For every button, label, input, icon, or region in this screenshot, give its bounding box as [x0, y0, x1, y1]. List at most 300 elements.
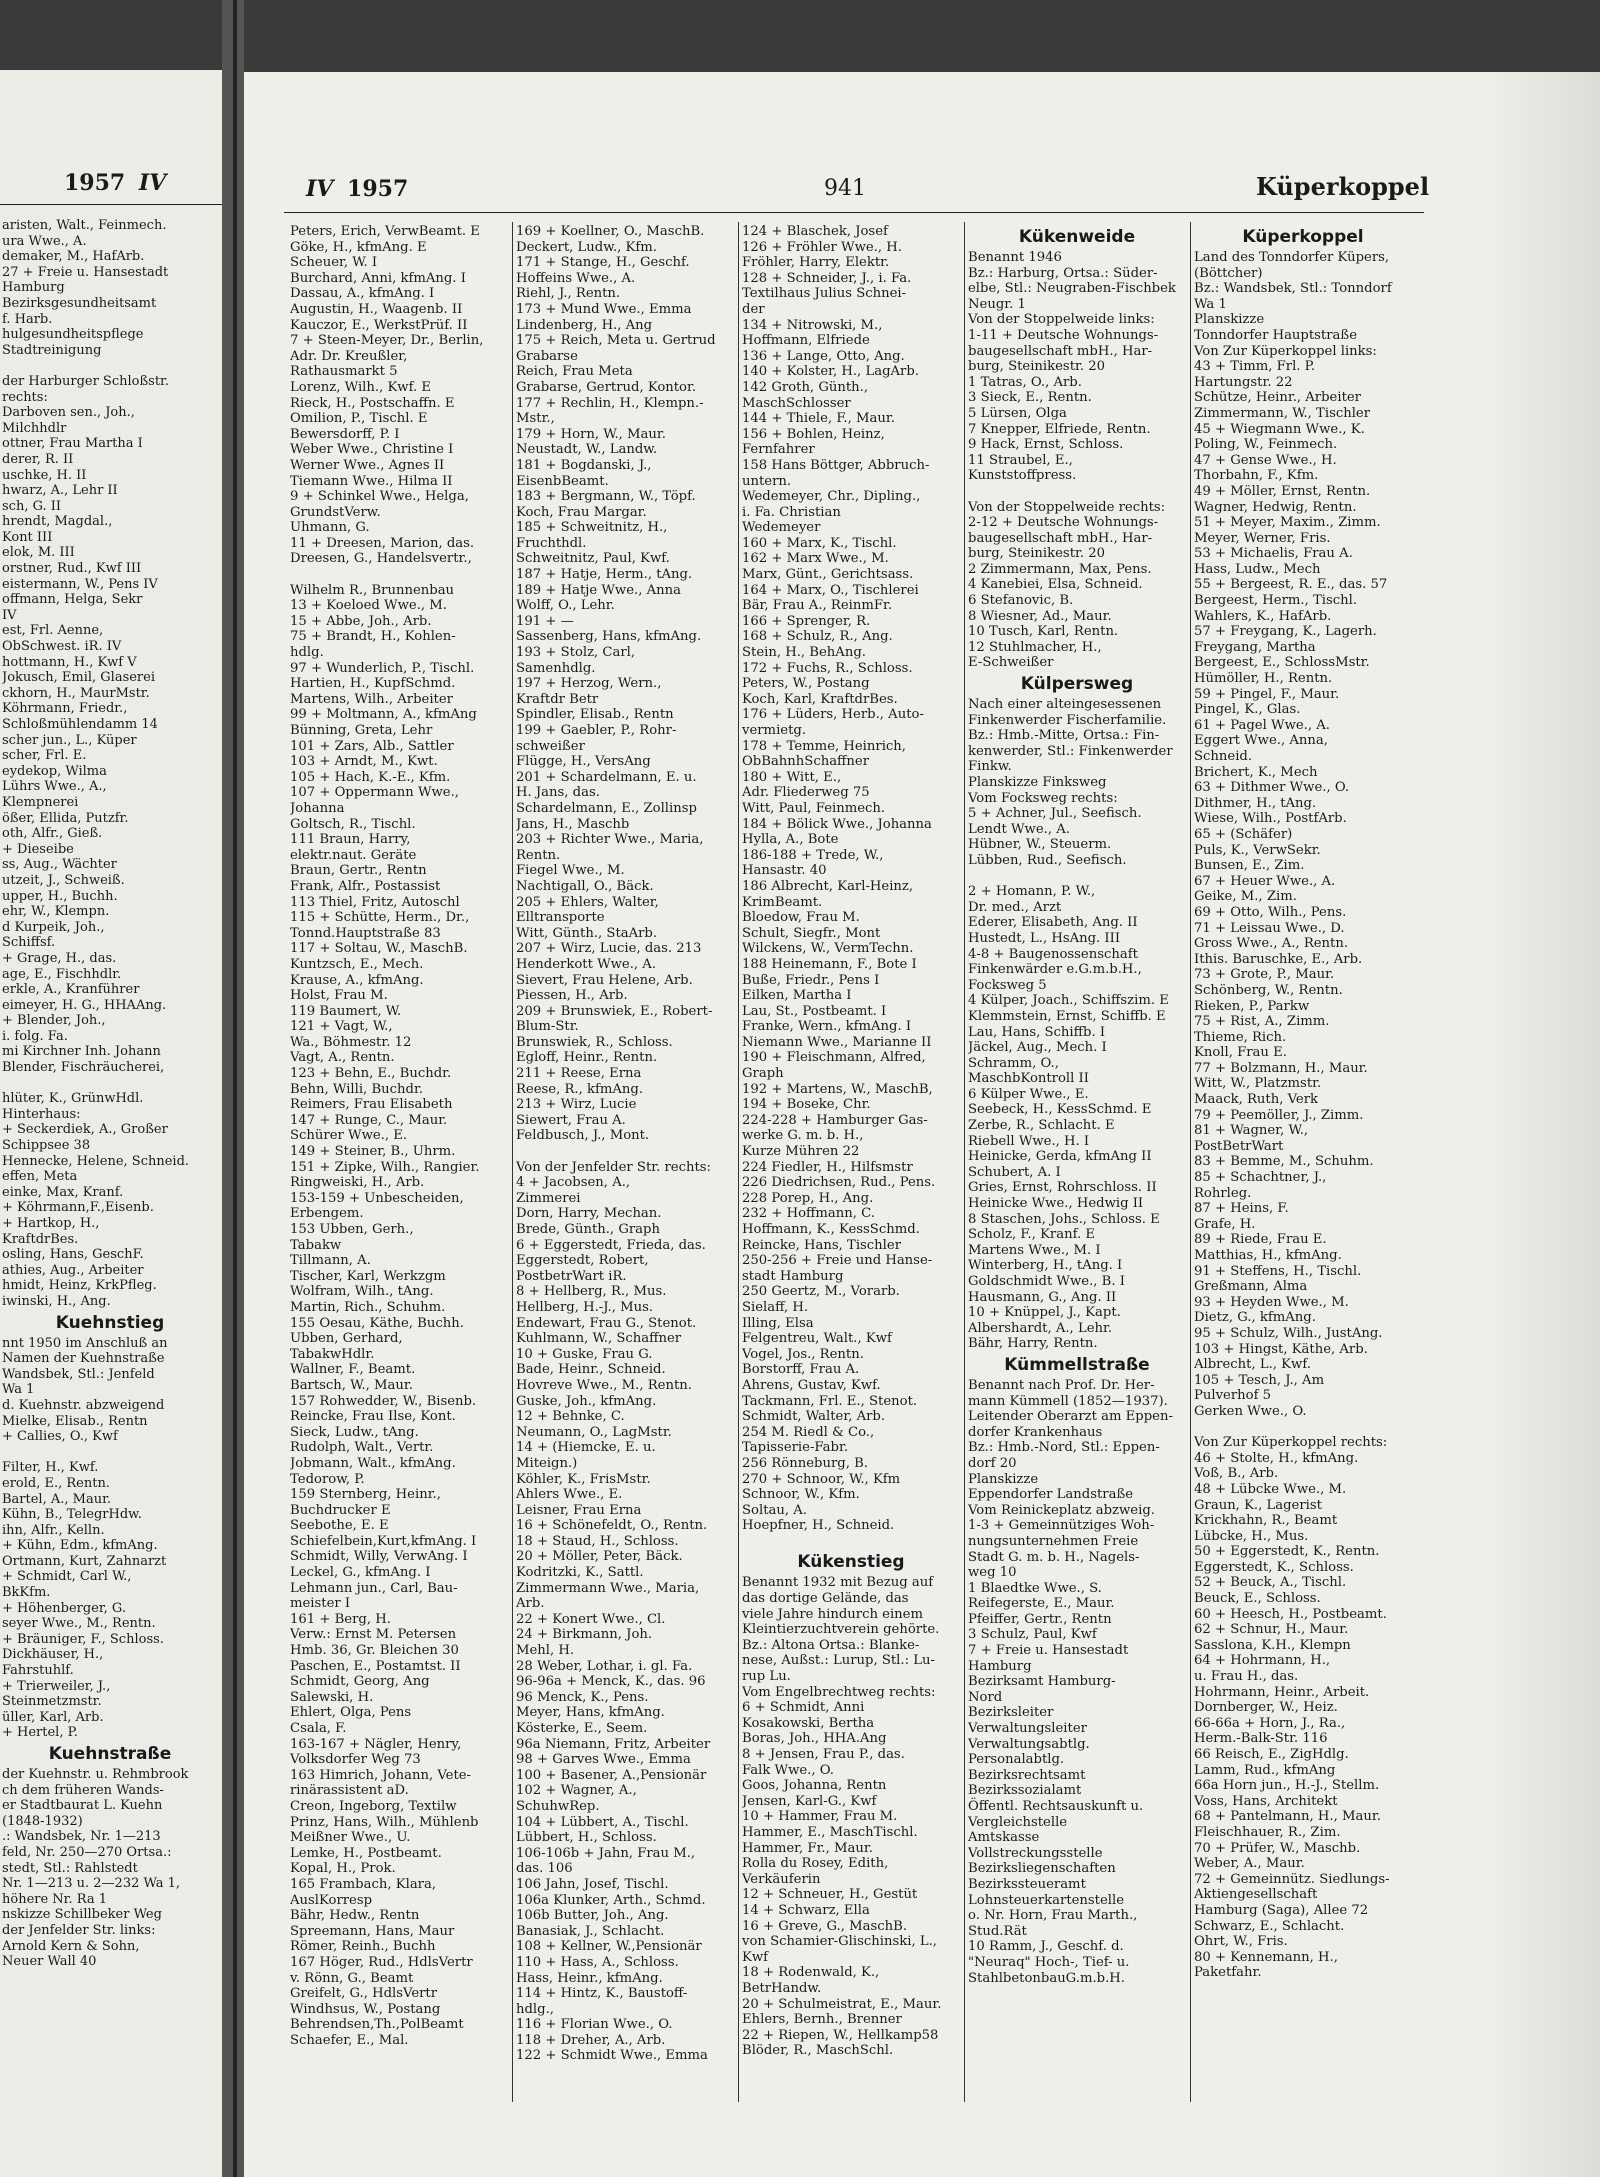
directory-entry: Rieck, H., Postschaffn. E: [290, 395, 455, 411]
directory-entry: 103 + Arndt, M., Kwt.: [290, 754, 438, 770]
directory-entry: Elltransporte: [516, 910, 605, 926]
directory-entry: Hellberg, H.-J., Mus.: [516, 1299, 654, 1315]
directory-entry: Kont III: [2, 529, 53, 545]
directory-entry: 22 + Konert Wwe., Cl.: [516, 1611, 666, 1627]
directory-entry: 162 + Marx Wwe., M.: [742, 551, 889, 567]
directory-entry: 5 Lürsen, Olga: [968, 405, 1067, 421]
directory-entry: rup Lu.: [742, 1669, 791, 1685]
directory-entry: Weber, A., Maur.: [1194, 1856, 1305, 1872]
directory-entry: 2 Zimmermann, Max, Pens.: [968, 561, 1152, 577]
directory-entry: 188 Heinemann, F., Bote I: [742, 956, 917, 972]
directory-entry: Schloßmühlendamm 14: [2, 717, 158, 732]
directory-entry: + Blender, Joh.,: [2, 1013, 106, 1029]
directory-entry: 136 + Lange, Otto, Ang.: [742, 348, 905, 364]
directory-entry: oth, Alfr., Gieß.: [2, 826, 103, 842]
directory-entry: 106 Jahn, Josef, Tischl.: [516, 1876, 669, 1892]
directory-entry: 95 + Schulz, Wilh., JustAng.: [1194, 1325, 1383, 1341]
directory-entry: Grabarse: [516, 348, 578, 364]
directory-entry: 55 + Bergeest, R. E., das. 57: [1194, 577, 1388, 593]
directory-entry: 49 + Möller, Ernst, Rentn.: [1194, 483, 1371, 499]
running-street-header: Küperkoppel: [1256, 172, 1430, 201]
directory-entry: 199 + Gaebler, P., Rohr-: [516, 723, 677, 738]
directory-entry: Gries, Ernst, Rohrschloss. II: [968, 1180, 1157, 1196]
directory-entry: Blender, Fischräucherei,: [2, 1060, 165, 1076]
directory-entry: Wallner, F., Beamt.: [290, 1362, 416, 1378]
directory-entry: 270 + Schnoor, W., Kfm: [742, 1471, 901, 1487]
directory-entry: 250 Geertz, M., Vorarb.: [742, 1284, 900, 1300]
directory-entry: Beuck, E., Schloss.: [1194, 1591, 1321, 1607]
directory-entry: Von der Stoppelweide links:: [968, 312, 1155, 328]
directory-entry: 256 Rönneburg, B.: [742, 1455, 868, 1471]
directory-entry: Hohrmann, Heinr., Arbeit.: [1194, 1684, 1370, 1700]
directory-entry: d. Kuehnstr. abzweigend: [2, 1397, 165, 1413]
directory-entry: 69 + Otto, Wilh., Pens.: [1194, 904, 1347, 920]
directory-entry: + Hertel, P.: [2, 1725, 78, 1741]
directory-entry: 226 Diedrichsen, Rud., Pens.: [742, 1175, 936, 1191]
directory-entry: 68 + Pantelmann, H., Maur.: [1194, 1809, 1381, 1825]
directory-entry: Bezirksliegenschaften: [968, 1861, 1116, 1877]
directory-entry: effen, Meta: [2, 1169, 78, 1185]
directory-entry: Tonndorfer Hauptstraße: [1194, 327, 1358, 343]
directory-entry: 24 + Birkmann, Joh.: [516, 1627, 653, 1643]
directory-entry: Amtskasse: [968, 1830, 1040, 1846]
directory-entry: Ehlert, Olga, Pens: [290, 1705, 412, 1721]
directory-entry: + Kühn, Edm., kfmAng.: [2, 1538, 158, 1554]
directory-entry: 175 + Reich, Meta u. Gertrud: [516, 333, 716, 349]
directory-entry: 197 + Herzog, Wern.,: [516, 676, 662, 692]
directory-entry: Heinicke Wwe., Hedwig II: [968, 1196, 1144, 1212]
directory-entry: Blum-Str.: [516, 1019, 579, 1035]
directory-entry: Hausmann, G., Ang. II: [968, 1289, 1117, 1305]
directory-entry: 164 + Marx, O., Tischlerei: [742, 582, 919, 598]
directory-entry: Kösterke, E., Seem.: [516, 1721, 648, 1736]
directory-entry: Sasslona, K.H., Klempn: [1194, 1637, 1351, 1653]
directory-entry: Schnoor, W., Kfm.: [742, 1487, 860, 1503]
directory-entry: 12 Stuhlmacher, H.,: [968, 639, 1102, 655]
directory-entry: 3 Sieck, E., Rentn.: [968, 390, 1092, 406]
directory-entry: 16 + Greve, G., MaschB.: [742, 1918, 908, 1934]
street-section-title: Kükenweide: [1018, 227, 1136, 247]
directory-entry: Tackmann, Frl. E., Stenot.: [742, 1393, 918, 1409]
directory-entry: Hinterhaus:: [2, 1106, 81, 1122]
directory-entry: "Neuraq" Hoch-, Tief- u.: [968, 1954, 1130, 1970]
directory-entry: Lau, Hans, Schiffb. I: [968, 1024, 1106, 1040]
directory-entry: [968, 869, 1186, 885]
directory-entry: Kraftdr Betr: [516, 691, 599, 707]
directory-entry: Voss, Hans, Architekt: [1194, 1793, 1338, 1809]
directory-entry: Franke, Wern., kfmAng. I: [742, 1019, 912, 1035]
directory-entry: 116 + Florian Wwe., O.: [516, 2017, 673, 2033]
directory-entry: 72 + Gemeinnütz. Siedlungs-: [1194, 1871, 1390, 1887]
directory-entry: Bünning, Greta, Lehr: [290, 723, 433, 738]
directory-entry: Wedemeyer, Chr., Dipling.,: [742, 489, 921, 505]
directory-entry: Volksdorfer Weg 73: [290, 1752, 421, 1768]
directory-entry: Maack, Ruth, Verk: [1194, 1092, 1318, 1108]
directory-entry: Von der Jenfelder Str. rechts:: [516, 1159, 711, 1175]
directory-entry: derer, R. II: [2, 451, 74, 467]
directory-entry: age, E., Fischhdlr.: [2, 966, 122, 982]
directory-entry: Lendt Wwe., A.: [968, 821, 1070, 837]
directory-entry: 224-228 + Hamburger Gas-: [742, 1112, 928, 1128]
directory-entry: Bewersdorff, P. I: [290, 426, 400, 442]
directory-entry: 161 + Berg, H.: [290, 1611, 391, 1627]
directory-entry: 211 + Reese, Erna: [516, 1066, 642, 1082]
directory-entry: i. folg. Fa.: [2, 1028, 68, 1044]
directory-entry: 106-106b + Jahn, Frau M.,: [516, 1845, 696, 1861]
directory-entry: Bz.: Harburg, Ortsa.: Süder-: [968, 265, 1158, 281]
directory-entry: Dithmer, H., tAng.: [1194, 795, 1317, 811]
directory-entry: burg, Steinikestr. 20: [968, 359, 1106, 375]
directory-entry: hdlg.: [290, 645, 324, 661]
directory-entry: 187 + Hatje, Herm., tAng.: [516, 567, 693, 583]
directory-entry: 71 + Leissau Wwe., D.: [1194, 920, 1345, 936]
directory-entry: + Trierweiler, J.,: [2, 1678, 111, 1694]
directory-entry: Finkenwerder Fischerfamilie.: [968, 712, 1167, 728]
directory-entry: sch, G. II: [2, 498, 62, 514]
directory-entry: 7 + Freie u. Hansestadt: [968, 1643, 1129, 1659]
directory-entry: Dietz, G., kfmAng.: [1194, 1310, 1316, 1326]
directory-entry: Ubben, Gerhard,: [290, 1331, 403, 1347]
directory-entry: ObSchwest. iR. IV: [2, 639, 122, 655]
directory-entry: 97 + Wunderlich, P., Tischl.: [290, 660, 475, 676]
directory-entry: Bloedow, Frau M.: [742, 910, 860, 926]
directory-entry: 53 + Michaelis, Frau A.: [1194, 546, 1353, 562]
street-section-title: Külpersweg: [1020, 674, 1134, 695]
directory-entry: Wa 1: [1194, 296, 1227, 312]
directory-entry: Uhmann, G.: [290, 520, 370, 536]
directory-entry: Deckert, Ludw., Kfm.: [516, 239, 657, 255]
directory-entry: + Schmidt, Carl W.,: [2, 1569, 132, 1585]
directory-entry: Buchdrucker E: [290, 1502, 391, 1518]
directory-entry: Erbengem.: [290, 1206, 364, 1222]
directory-entry: Herm.-Balk-Str. 116: [1194, 1731, 1328, 1747]
directory-entry: Spindler, Elisab., Rentn: [516, 707, 674, 723]
directory-entry: 173 + Mund Wwe., Emma: [516, 301, 692, 317]
directory-entry: Wagner, Hedwig, Rentn.: [1194, 499, 1357, 515]
directory-entry: 250-256 + Freie und Hanse-: [742, 1253, 933, 1269]
directory-entry: Prinz, Hans, Wilh., Mühlenb: [290, 1814, 479, 1830]
directory-entry: f. Harb.: [2, 311, 53, 327]
directory-entry: Bz.: Hmb.-Nord, Stl.: Eppen-: [968, 1440, 1160, 1456]
directory-entry: iwinski, H., Ang.: [2, 1293, 111, 1309]
directory-entry: Öffentl. Rechtsauskunft u.: [968, 1799, 1144, 1814]
directory-entry: Bähr, Hedw., Rentn: [290, 1908, 420, 1924]
directory-entry: demaker, M., HafArb.: [2, 249, 145, 265]
directory-entry: Blöder, R., MaschSchl.: [742, 2043, 894, 2059]
directory-entry: 6 Külper Wwe., E.: [968, 1086, 1089, 1102]
directory-entry: Ahrens, Gustav, Kwf.: [742, 1377, 881, 1393]
directory-entry: Stadtreinigung: [2, 342, 102, 358]
directory-entry: Sassenberg, Hans, kfmAng.: [516, 629, 702, 645]
directory-entry: Graun, K., Lagerist: [1194, 1497, 1322, 1513]
directory-entry: + Höhenberger, G.: [2, 1600, 126, 1616]
directory-entry: Samenhdlg.: [516, 660, 596, 676]
directory-entry: Fröhler, Harry, Elektr.: [742, 255, 890, 271]
directory-entry: der Jenfelder Str. links:: [2, 1922, 156, 1938]
directory-entry: 177 + Rechlin, H., Klempn.-: [516, 395, 704, 411]
directory-entry: Vom Focksweg rechts:: [968, 790, 1118, 806]
directory-entry: 14 + Schwarz, Ella: [742, 1902, 870, 1918]
directory-entry: Arnold Kern & Sohn,: [2, 1938, 140, 1954]
directory-entry: 83 + Bemme, M., Schuhm.: [1194, 1154, 1374, 1170]
directory-entry: 111 Braun, Harry,: [290, 832, 411, 848]
directory-entry: Boras, Joh., HHA.Ang: [742, 1731, 887, 1747]
directory-entry: 50 + Eggerstedt, K., Rentn.: [1194, 1544, 1380, 1560]
directory-entry: das. 106: [516, 1861, 573, 1877]
directory-entry: Omilion, P., Tischl. E: [290, 411, 428, 427]
column-rule-1: [512, 222, 513, 2102]
directory-entry: Focksweg 5: [968, 977, 1047, 993]
directory-entry: Gerken Wwe., O.: [1194, 1403, 1307, 1419]
directory-entry: Tiemann Wwe., Hilma II: [290, 473, 453, 489]
directory-entry: 119 Baumert, W.: [290, 1003, 402, 1019]
directory-entry: Gross Wwe., A., Rentn.: [1194, 936, 1349, 952]
directory-entry: E-Schweißer: [968, 655, 1054, 671]
directory-entry: Bezirkssteueramt: [968, 1876, 1086, 1892]
directory-entry: Hass, Ludw., Mech: [1194, 561, 1321, 577]
directory-entry: Finkw.: [968, 759, 1012, 775]
directory-entry: Poling, W., Feinmech.: [1194, 437, 1338, 453]
directory-entry: 122 + Schmidt Wwe., Emma: [516, 2048, 708, 2064]
page-edge-shading: [1490, 72, 1600, 2177]
directory-entry: Wahlers, K., HafArb.: [1194, 608, 1332, 624]
directory-entry: d Kurpeik, Joh.,: [2, 919, 105, 935]
directory-entry: 165 Frambach, Klara,: [290, 1876, 437, 1892]
directory-entry: Zerbe, R., Schlacht. E: [968, 1118, 1115, 1134]
directory-entry: H. Jans, das.: [516, 785, 600, 801]
directory-entry: Wa., Böhmestr. 12: [290, 1034, 412, 1050]
directory-column-5: [1194, 224, 1412, 1981]
directory-entry: Mstr.,: [516, 411, 555, 427]
directory-entry: Eggert Wwe., Anna,: [1194, 733, 1328, 749]
directory-entry: 4 Kanebiei, Elsa, Schneid.: [968, 577, 1143, 593]
directory-entry: 9 + Schinkel Wwe., Helga,: [290, 489, 469, 505]
directory-entry: u. Frau H., das.: [1194, 1669, 1299, 1685]
directory-entry: Matthias, H., kfmAng.: [1194, 1248, 1342, 1263]
directory-entry: Schult, Siegfr., Mont: [742, 925, 881, 941]
left-header-rule: [0, 204, 222, 205]
directory-entry: Behn, Willi, Buchdr.: [290, 1081, 423, 1097]
directory-entry: weg 10: [968, 1565, 1017, 1581]
directory-entry: Meißner Wwe., U.: [290, 1830, 411, 1846]
directory-entry: i. Fa. Christian: [742, 504, 841, 520]
directory-entry: 18 + Rodenwald, K.,: [742, 1965, 880, 1981]
directory-entry: Ohrt, W., Fris.: [1194, 1934, 1288, 1950]
directory-entry: Finkenwärder e.G.m.b.H.,: [968, 962, 1142, 978]
directory-entry: 193 + Stolz, Carl,: [516, 645, 636, 661]
directory-entry: Hartien, H., KupfSchmd.: [290, 676, 456, 692]
street-section-title: Kuehnstraße: [48, 1744, 172, 1764]
directory-entry: Eggerstedt, K., Schloss.: [1194, 1559, 1354, 1575]
directory-entry: Kleintierzuchtverein gehörte.: [742, 1622, 940, 1638]
directory-entry: Spreemann, Hans, Maur: [290, 1923, 455, 1939]
directory-entry: 155 Oesau, Käthe, Buchh.: [290, 1315, 464, 1331]
directory-entry: Hamburg: [2, 280, 65, 296]
left-column: [2, 218, 218, 1970]
directory-entry: 106b Butter, Joh., Ang.: [516, 1908, 669, 1924]
directory-entry: 159 Sternberg, Heinr.,: [290, 1487, 441, 1503]
directory-entry: utzeit, J., Schweiß.: [2, 872, 125, 888]
directory-entry: 203 + Richter Wwe., Maria,: [516, 832, 704, 848]
directory-entry: 121 + Vagt, W.,: [290, 1019, 393, 1035]
directory-entry: Eggerstedt, Robert,: [516, 1253, 649, 1269]
directory-entry: er Stadtbaurat L. Kuehn: [2, 1798, 163, 1814]
directory-entry: Riehl, J., Rentn.: [516, 286, 621, 302]
directory-entry: nskizze Schillbeker Weg: [2, 1907, 162, 1923]
directory-entry: Bade, Heinr., Schneid.: [516, 1362, 666, 1378]
directory-entry: Hass, Heinr., kfmAng.: [516, 1970, 663, 1986]
directory-entry: offmann, Helga, Sekr: [2, 592, 143, 608]
directory-entry: Bergeest, Herm., Tischl.: [1194, 593, 1358, 609]
directory-entry: der: [742, 301, 765, 317]
directory-entry: 66-66a + Horn, J., Ra.,: [1194, 1715, 1346, 1731]
directory-entry: Rentn.: [516, 847, 561, 863]
directory-entry: Köhrmann, Friedr.,: [2, 701, 128, 717]
directory-entry: 124 + Blaschek, Josef: [742, 224, 888, 239]
directory-entry: 8 Wiesner, Ad., Maur.: [968, 608, 1112, 624]
directory-entry: 81 + Wagner, W.,: [1194, 1123, 1309, 1139]
directory-entry: Kühn, B., TelegrHdw.: [2, 1507, 142, 1523]
directory-entry: 153 Ubben, Gerh.,: [290, 1222, 414, 1237]
directory-entry: 113 Thiel, Fritz, Autoschl: [290, 894, 460, 910]
directory-entry: Adr. Dr. Kreußler,: [290, 348, 408, 364]
directory-entry: Krause, A., kfmAng.: [290, 972, 424, 988]
directory-entry: eistermann, W., Pens IV: [2, 576, 158, 592]
directory-entry: Frank, Alfr., Postassist: [290, 878, 441, 894]
directory-entry: + Callies, O., Kwf: [2, 1429, 118, 1445]
column-rule-4: [1190, 222, 1191, 2102]
directory-entry: Felgentreu, Walt., Kwf: [742, 1331, 892, 1347]
directory-entry: BetrHandw.: [742, 1980, 822, 1996]
directory-entry: 91 + Steffens, H., Tischl.: [1194, 1263, 1362, 1279]
directory-entry: Reich, Frau Meta: [516, 364, 633, 380]
directory-entry: 168 + Schulz, R., Ang.: [742, 629, 893, 645]
directory-entry: 108 + Kellner, W.,Pensionär: [516, 1939, 702, 1955]
directory-entry: Schmidt, Georg, Ang: [290, 1674, 430, 1690]
directory-entry: Augustin, H., Waagenb. II: [290, 301, 463, 317]
directory-column-2: [516, 224, 734, 2064]
directory-entry: baugesellschaft mbH., Har-: [968, 343, 1153, 359]
directory-entry: [1194, 1420, 1412, 1436]
directory-entry: 183 + Bergmann, W., Töpf.: [516, 489, 696, 505]
directory-entry: hwarz, A., Lehr II: [2, 483, 118, 499]
directory-entry: 79 + Peemöller, J., Zimm.: [1194, 1107, 1364, 1123]
directory-entry: Kwf: [742, 1949, 769, 1965]
directory-entry: Arb.: [516, 1596, 545, 1612]
directory-entry: Johanna: [290, 800, 345, 816]
directory-entry: 163-167 + Nägler, Henry,: [290, 1736, 462, 1752]
directory-entry: Weber Wwe., Christine I: [290, 442, 454, 458]
directory-entry: Kuhlmann, W., Schaffner: [516, 1331, 682, 1347]
directory-entry: Personalabtlg.: [968, 1752, 1065, 1768]
directory-entry: Windhsus, W., Postang: [290, 2001, 441, 2017]
directory-entry: dorf 20: [968, 1455, 1017, 1471]
directory-entry: 64 + Hohrmann, H.,: [1194, 1653, 1331, 1669]
directory-entry: erkle, A., Kranführer: [2, 982, 140, 998]
directory-entry: ößer, Ellida, Putzfr.: [2, 810, 129, 826]
directory-entry: Benannt 1946: [968, 250, 1062, 265]
directory-entry: Bergeest, E., SchlossMstr.: [1194, 655, 1370, 671]
directory-entry: 12 + Behnke, C.: [516, 1409, 625, 1425]
directory-entry: 18 + Staud, H., Schloss.: [516, 1533, 679, 1549]
directory-entry: Dreesen, G., Handelsvertr.,: [290, 551, 472, 567]
directory-entry: Bartel, A., Maur.: [2, 1491, 111, 1507]
directory-entry: Martin, Rich., Schuhm.: [290, 1299, 446, 1315]
directory-entry: 160 + Marx, K., Tischl.: [742, 535, 897, 551]
directory-entry: hulgesundheitspflege: [2, 327, 144, 343]
directory-entry: Bartsch, W., Maur.: [290, 1377, 413, 1393]
directory-entry: 20 + Schulmeistrat, E., Maur.: [742, 1996, 942, 2012]
directory-entry: Flügge, H., VersAng: [516, 754, 651, 770]
directory-entry: 47 + Gense Wwe., H.: [1194, 452, 1337, 468]
directory-entry: Lorenz, Wilh., Kwf. E: [290, 379, 432, 395]
directory-entry: Kunststoffpress.: [968, 468, 1077, 484]
directory-entry: 209 + Brunswiek, E., Robert-: [516, 1003, 713, 1019]
directory-entry: Wedemeyer: [742, 520, 821, 536]
directory-entry: Feldbusch, J., Mont.: [516, 1128, 650, 1144]
directory-entry: Namen der Kuehnstraße: [2, 1351, 165, 1367]
directory-entry: nungsunternehmen Freie: [968, 1533, 1139, 1549]
directory-entry: Reimers, Frau Elisabeth: [290, 1097, 453, 1113]
directory-entry: Rathausmarkt 5: [290, 364, 398, 380]
directory-entry: baugesellschaft mbH., Har-: [968, 530, 1153, 546]
directory-entry: Fruchthdl.: [516, 535, 587, 551]
directory-entry: 254 M. Riedl & Co.,: [742, 1424, 875, 1440]
directory-entry: Jäckel, Aug., Mech. I: [968, 1040, 1107, 1056]
directory-entry: Witt, Paul, Feinmech.: [742, 800, 886, 816]
directory-entry: Wiese, Wilh., PostfArb.: [1194, 811, 1347, 827]
directory-entry: v. Rönn, G., Beamt: [290, 1970, 414, 1986]
directory-entry: Burchard, Anni, kfmAng. I: [290, 270, 466, 286]
directory-entry: hlüter, K., GrünwHdl.: [2, 1091, 144, 1107]
directory-entry: Kopal, H., Prok.: [290, 1861, 396, 1877]
directory-entry: 65 + (Schäfer): [1194, 826, 1293, 842]
directory-entry: eimeyer, H. G., HHAAng.: [2, 997, 167, 1013]
directory-entry: uschke, H. II: [2, 467, 87, 483]
directory-entry: Mehl, H.: [516, 1643, 575, 1659]
directory-entry: Witt, W., Platzmstr.: [1194, 1076, 1322, 1092]
directory-entry: orstner, Rud., Kwf III: [2, 561, 142, 577]
directory-entry: Darboven sen., Joh.,: [2, 405, 135, 421]
directory-entry: Planskizze Finksweg: [968, 775, 1107, 790]
left-header-volume: IV: [138, 170, 167, 196]
directory-entry: 167 Höger, Rud., HdlsVertr: [290, 1954, 473, 1970]
directory-entry: ObBahnhSchaffner: [742, 754, 870, 770]
directory-entry: nese, Außst.: Lurup, Stl.: Lu-: [742, 1653, 935, 1669]
directory-entry: Bz.: Altona Ortsa.: Blanke-: [742, 1637, 920, 1653]
directory-entry: + Grage, H., das.: [2, 950, 117, 966]
directory-entry: 99 + Moltmann, A., kfmAng: [290, 707, 477, 723]
directory-entry: Lohnsteuerkartenstelle: [968, 1892, 1125, 1908]
directory-entry: 181 + Bogdanski, J.,: [516, 457, 652, 473]
directory-entry: Salewski, H.: [290, 1689, 374, 1705]
directory-entry: 27 + Freie u. Hansestadt: [2, 264, 169, 280]
directory-entry: Aktiengesellschaft: [1194, 1887, 1318, 1903]
directory-entry: 103 + Hingst, Käthe, Arb.: [1194, 1341, 1368, 1357]
directory-entry: 15 + Abbe, Joh., Arb.: [290, 613, 432, 629]
directory-entry: hrendt, Magdal.,: [2, 514, 113, 530]
directory-entry: + Bräuniger, F., Schloss.: [2, 1631, 164, 1647]
directory-entry: Lau, St., Postbeamt. I: [742, 1003, 887, 1019]
directory-entry: Nord: [968, 1689, 1003, 1705]
directory-entry: Neumann, O., LagMstr.: [516, 1424, 672, 1440]
directory-entry: 7 Knepper, Elfriede, Rentn.: [968, 421, 1151, 437]
directory-entry: Heinicke, Gerda, kfmAng II: [968, 1149, 1152, 1165]
directory-entry: 77 + Bolzmann, H., Maur.: [1194, 1060, 1368, 1076]
directory-column-1: [290, 224, 508, 2048]
directory-entry: GrundstVerw.: [290, 504, 381, 520]
directory-entry: ckhorn, H., MaurMstr.: [2, 685, 150, 701]
